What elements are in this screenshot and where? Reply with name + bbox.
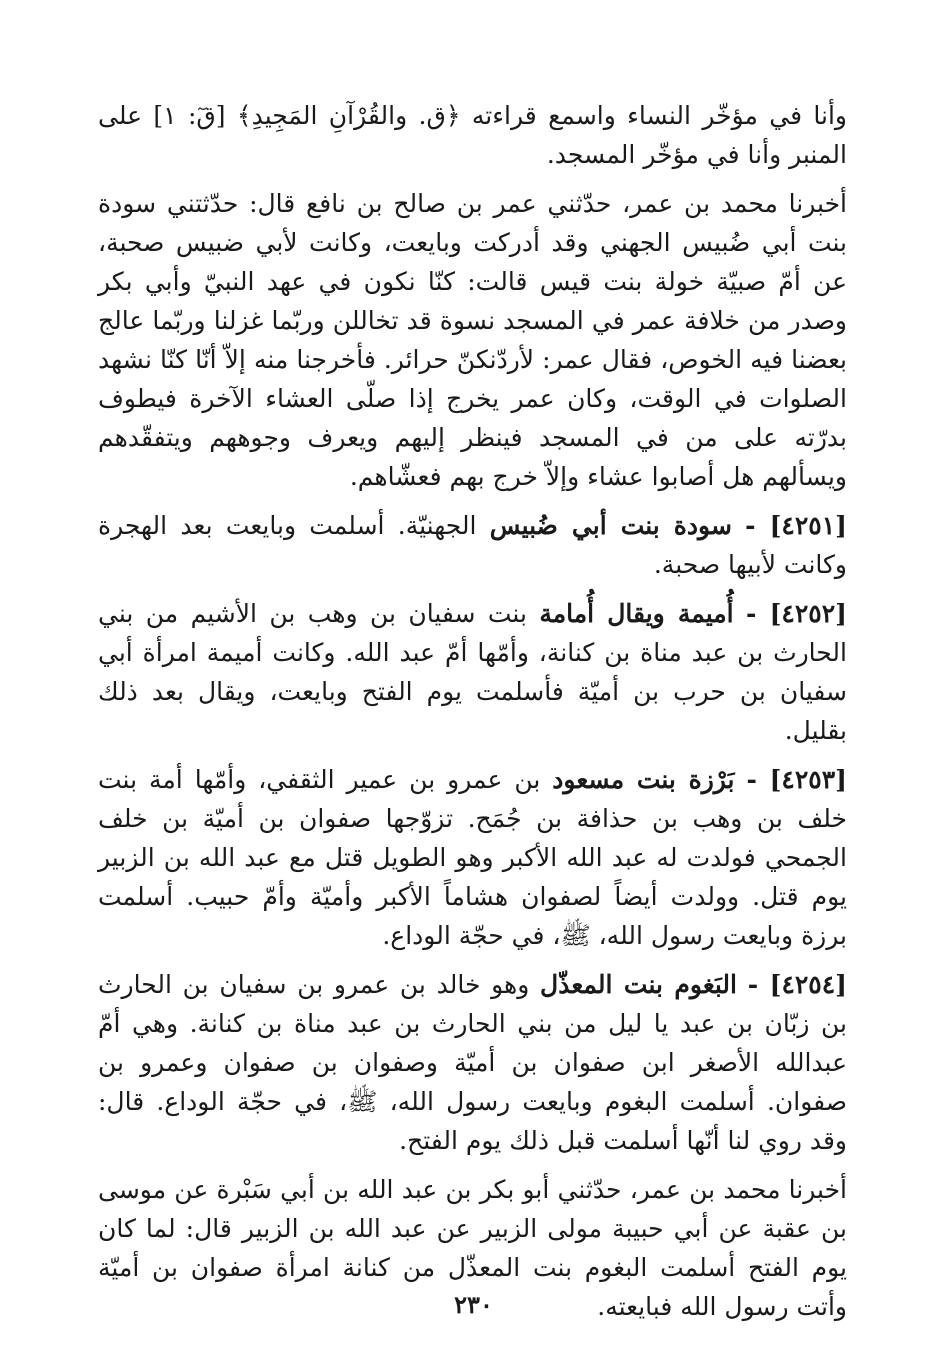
entry-4252 (98, 594, 847, 750)
entry-text: بنت سفيان بن وهب بن الأشيم من بني الحارث بن عبد مناة بن كنانة، وأمّها أمّ عبد الله. وكانت أميمة امرأة أبي سفيان بن حرب بن أميّة فأسلمت يوم الفتح وبايعت، ويقال بعد ذلك بقليل. (98, 599, 847, 745)
paragraph-text: وأنا في مؤخّر النساء واسمع قراءته ﴿ق. والقُرْآنِ المَجِيدِ﴾ [قٓ: ١] على المنبر وأنا في مؤخّر المسجد. (98, 101, 848, 169)
entry-number: [٤٢٥٤] - (747, 970, 847, 999)
entry-name: سودة بنت أبي ضُبيس (489, 511, 732, 540)
entry-text: بن عمرو بن عمير الثقفي، وأمّها أمة بنت خلف بن وهب بن حذافة بن جُمَح. تزوّجها صفوان بن أميّة بن خلف الجمحي فولدت له عبد الله الأكبر وهو الطويل قتل مع عبد الله بن الزبير يوم قتل. وولدت أيضاً لصفوان هشاماً الأكبر وأميّة وأمّ حبيب. أسلمت برزة وبايعت رسول الله، ﷺ، في حجّة الوداع. (98, 765, 847, 950)
continuation-paragraph (98, 96, 847, 174)
entry-name: بَرْزة بنت مسعود (552, 765, 735, 794)
paragraph-text: أخبرنا محمد بن عمر، حدّثني عمر بن صالح بن نافع قال: حدّثتني سودة بنت أبي ضُبيس الجهني وقد أدركت وبايعت، وكانت لأبي ضبيس صحبة، عن أمّ صبيّة خولة بنت قيس قالت: كنّا نكون في عهد النبيّ وأبي بكر وصدر من خلافة عمر في المسجد نسوة قد تخاللن وربّما غزلنا وربّما عالج بعضنا فيه الخوص، فقال عمر: لأردّنكنّ حرائر. فأخرجنا منه إلاّ أنّا كنّا نشهد الصلوات في الوقت، وكان عمر يخرج إذا صلّى العشاء الآخرة فيطوف بدرّته على من في المسجد فينظر إليهم ويعرف وجوههم ويتفقّدهم ويسألهم هل أصابوا عشاء وإلاّ خرج بهم فعشّاهم. (98, 189, 847, 491)
body-text (98, 96, 847, 1326)
entry-4254 (98, 965, 847, 1160)
entry-4253 (98, 760, 847, 955)
entry-number: [٤٢٥٢] - (746, 599, 847, 628)
entry-name: أُميمة ويقال أُمامة (539, 599, 734, 628)
entry-number: [٤٢٥١] - (745, 511, 847, 540)
entry-text: وهو خالد بن عمرو بن سفيان بن الحارث بن زبّان بن عبد يا ليل من بني الحارث بن عبد مناة بن كنانة. وهي أمّ عبدالله الأصغر ابن صفوان بن أميّة وصفوان بن صفوان وعمرو بن صفوان. أسلمت البغوم وبايعت رسول الله، ﷺ، في حجّة الوداع. قال: وقد روي لنا أنّها أسلمت قبل ذلك يوم الفتح. (98, 970, 847, 1155)
entry-number: [٤٢٥٣] - (746, 765, 847, 794)
paragraph-text: أخبرنا محمد بن عمر، حدّثني أبو بكر بن عبد الله بن أبي سَبْرة عن موسى بن عقبة عن أبي حبيبة مولى الزبير عن عبد الله بن الزبير قال: لما كان يوم الفتح أسلمت البغوم بنت المعذّل من كنانة امرأة صفوان بن أميّة وأتت رسول الله فبايعته. (98, 1175, 847, 1321)
narration-paragraph (98, 184, 847, 496)
entry-text: الجهنيّة. أسلمت وبايعت بعد الهجرة وكانت لأبيها صحبة. (98, 511, 847, 579)
page-number: ٢٣٠ (454, 1290, 493, 1319)
entry-name: البَغوم بنت المعذّل (540, 970, 737, 999)
entry-4251 (98, 506, 847, 584)
